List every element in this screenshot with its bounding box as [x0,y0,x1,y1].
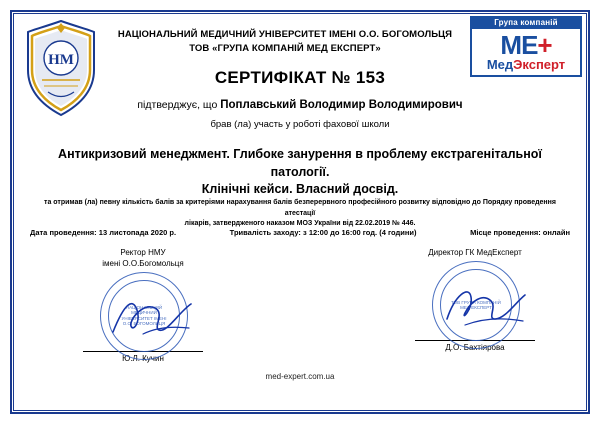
logo-name-part2: Эксперт [513,57,566,72]
points-line-2: лікарів, затвердженого наказом МОЗ України від 22.02.2019 № 446. [184,220,416,227]
meta-duration: Тривалість заходу: з 12:00 до 16:00 год. (4 години) [229,228,417,237]
logo-top-text: Група компаній [470,16,582,29]
signature-right-name: Д.О. Бахтіярова [415,340,535,352]
handwritten-signature-right-icon [435,277,531,333]
event-topic [30,146,570,199]
header-line-2: ТОВ «ГРУПА КОМПАНІЙ МЕД ЕКСПЕРТ» [189,42,381,54]
signature-block-right [390,248,560,355]
signature-right-area [390,259,560,337]
points-paragraph [32,198,568,230]
event-topic-line-1: Антикризовий менеджмент. Глибоке занурення в проблему екстрагенітальної патології. [58,147,542,179]
recipient-name: Поплавський Володимир Володимирович [220,99,463,111]
meta-place: Місце проведення: онлайн [470,228,570,237]
document-header [105,28,465,56]
signature-left-role-line-1: Ректор НМУ [120,248,166,257]
certificate-title: СЕРТИФІКАТ № 153 [214,68,386,87]
handwritten-signature-left-icon [103,288,199,344]
logo-mark-letters: МЕ [500,30,538,60]
event-topic-line-2: Клінічні кейси. Власний досвід. [201,182,399,196]
signature-right-role-line-1: Директор ГК МедЕксперт [428,248,522,257]
confirm-prefix: підтверджує, що [137,99,218,111]
event-meta-row [30,228,570,237]
confirm-line [0,99,600,111]
logo-plus-icon: + [537,30,552,60]
logo-name-part1: Мед [486,57,514,72]
header-line-1: НАЦІОНАЛЬНИЙ МЕДИЧНИЙ УНІВЕРСИТЕТ ІМЕНІ О.О. БОГОМОЛЬЦЯ [117,29,453,40]
stamp-left-text: НАЦІОНАЛЬНИЙ МЕДИЧНИЙ УНІВЕРСИТЕТ ІМЕНІ О.О. БОГОМОЛЬЦЯ [121,305,167,326]
meta-date: Дата проведення: 13 листопада 2020 р. [30,228,177,237]
svg-text:НМ: НМ [48,52,74,68]
participation-line: брав (ла) участь у роботі фахової школи [210,119,390,130]
signature-left-name: Ю.Л. Кучин [83,351,203,363]
signature-block-left [58,248,228,366]
points-line-1: та отримав (ла) певну кількість балів за критеріями нарахування балів безперервного професійного розвитку відповідно до Порядку проведення атестації [44,199,556,217]
signature-left-area [58,270,228,348]
signature-left-role-line-2: імені О.О.Богомольця [102,258,184,268]
stamp-right-text: ТОВ ГРУПА КОМПАНІЙ МЕД ЕКСПЕРТ [451,299,501,310]
logo-mark-text [472,32,580,58]
footer-website: med-expert.com.ua [265,372,335,381]
